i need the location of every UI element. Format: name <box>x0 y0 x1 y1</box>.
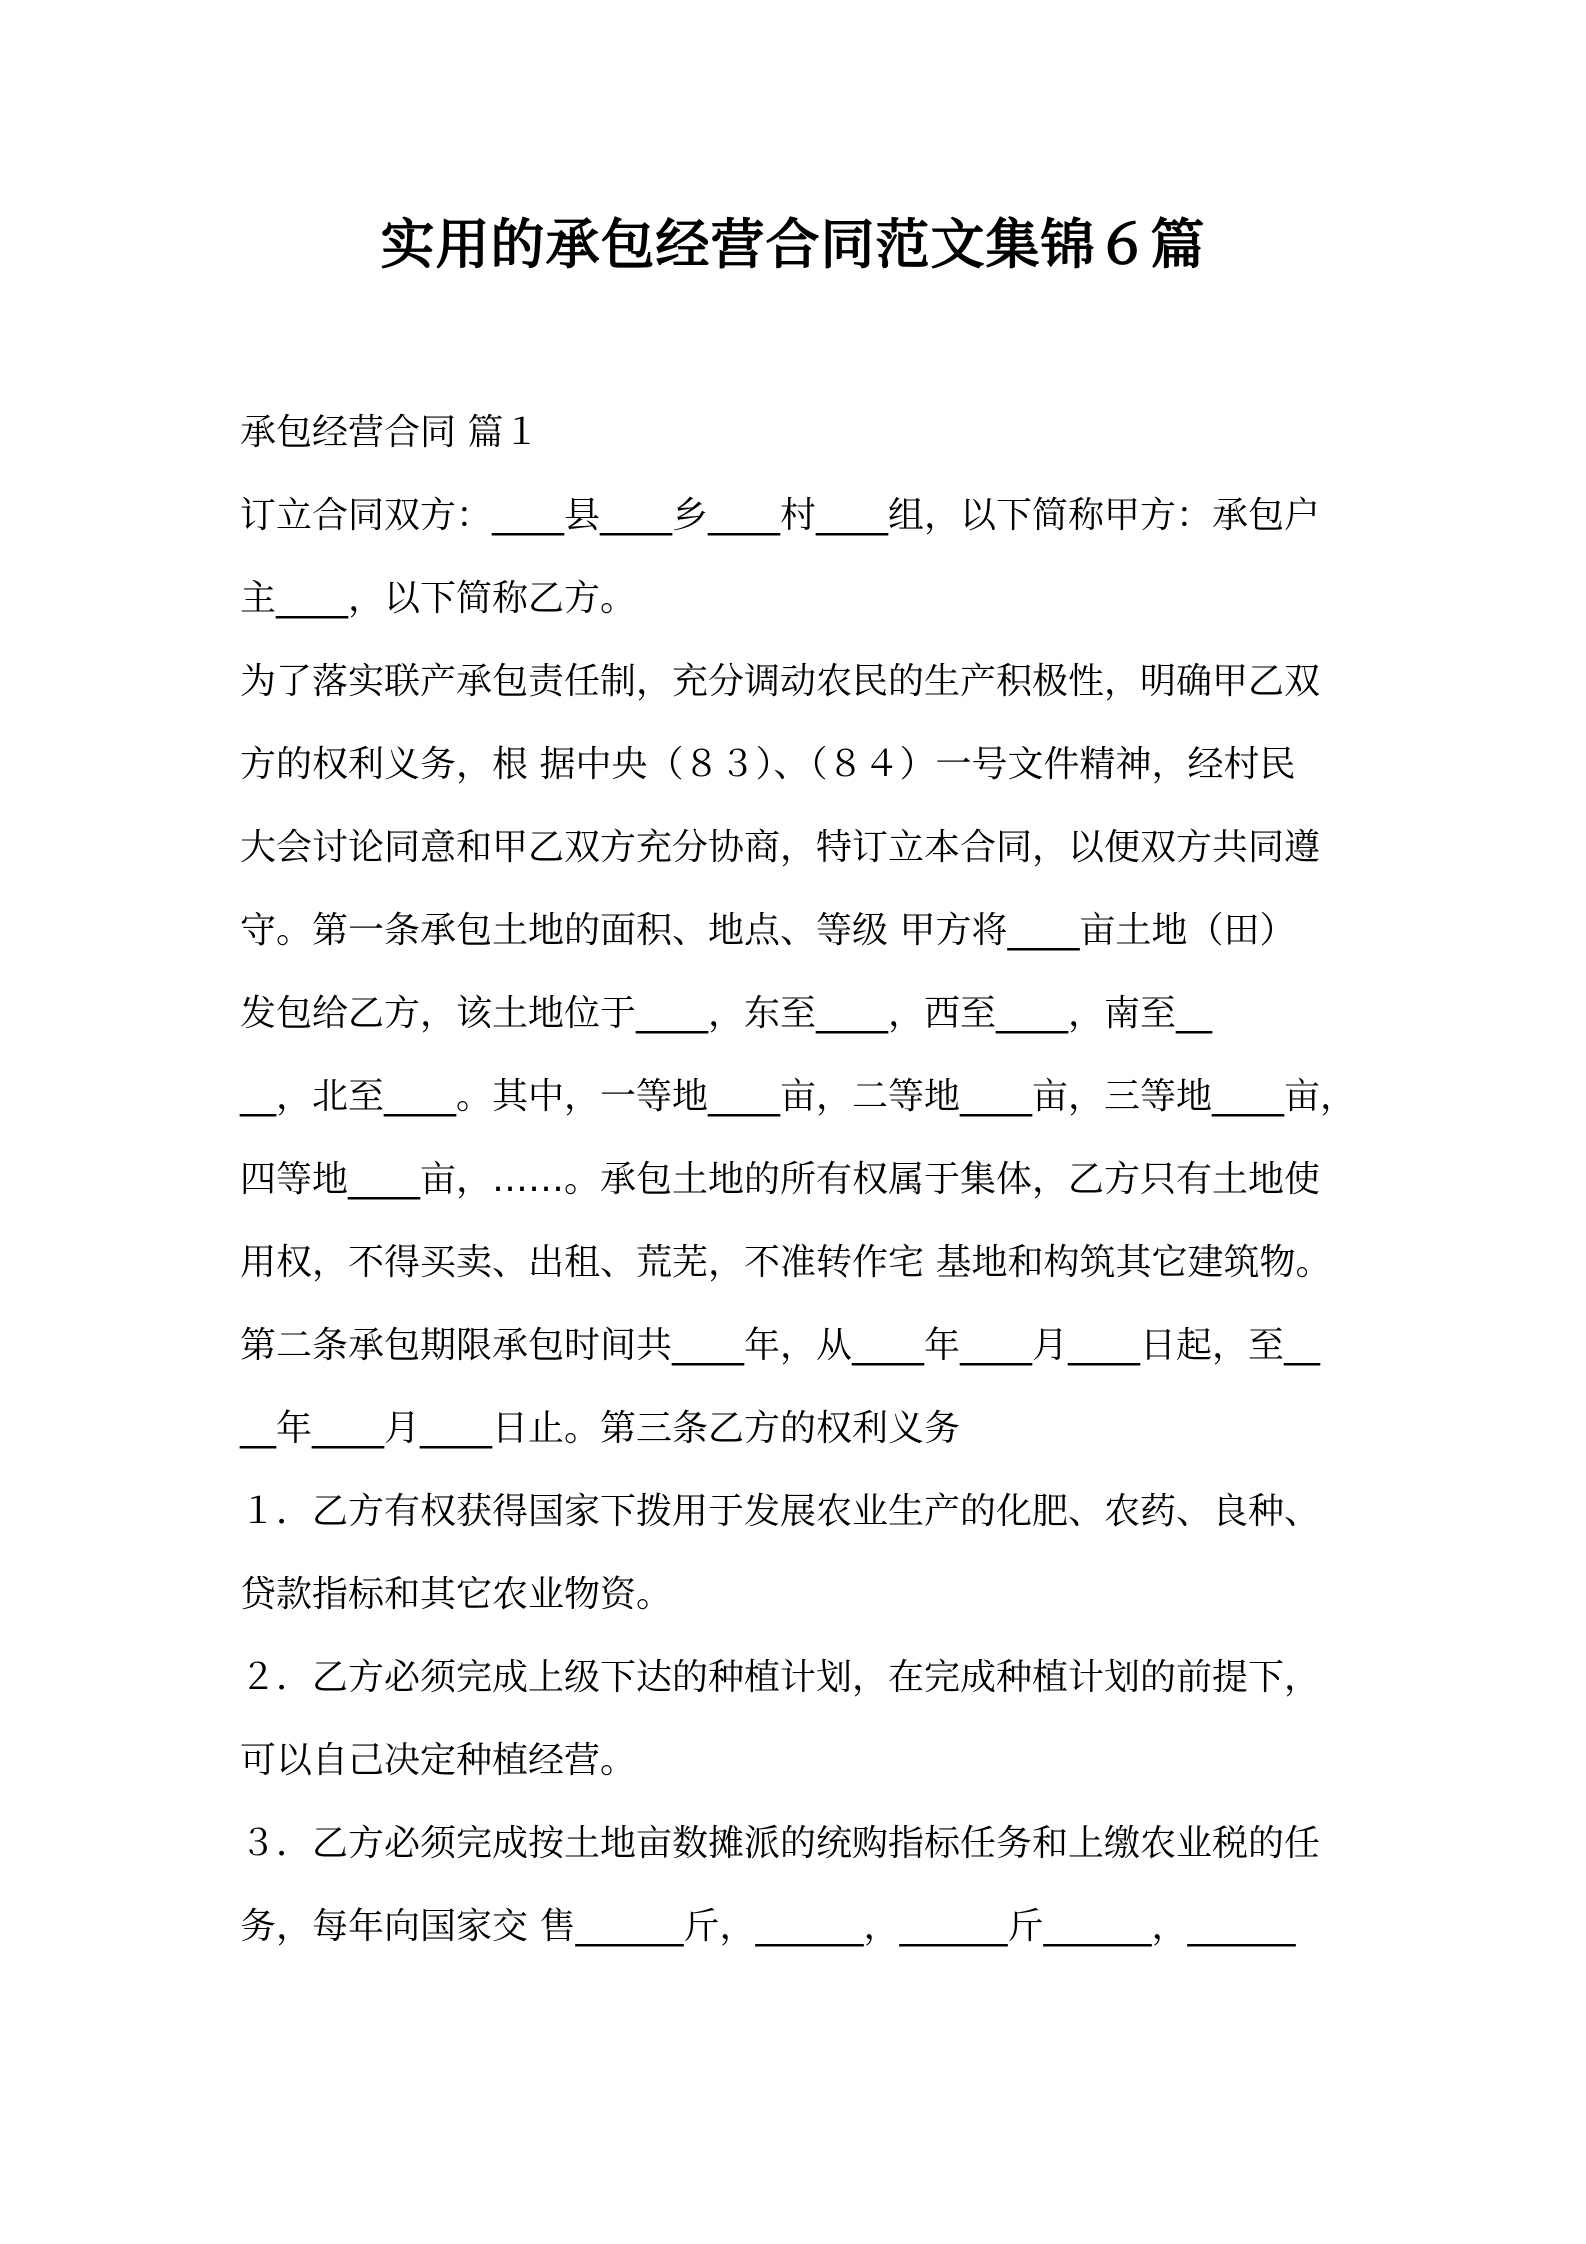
text-line: １．乙方有权获得国家下拨用于发展农业生产的化肥、农药、良种、 <box>240 1491 1321 1532</box>
text-line: 用权，不得买卖、出租、荒芜，不准转作宅 基地和构筑其它建筑物。 <box>240 1242 1332 1283</box>
document-body <box>240 403 1380 1980</box>
text-line: __年____月____日止。第三条乙方的权利义务 <box>240 1408 961 1449</box>
text-line: 守。第一条承包土地的面积、地点、等级 甲方将____亩土地（田） <box>240 910 1296 951</box>
text-line: ３．乙方必须完成按土地亩数摊派的统购指标任务和上缴农业税的任 <box>240 1823 1321 1864</box>
text-line: ２．乙方必须完成上级下达的种植计划，在完成种植计划的前提下， <box>240 1657 1321 1698</box>
text-line: 发包给乙方，该土地位于____，东至____，西至____，南至__ <box>240 993 1213 1034</box>
document-title: 实用的承包经营合同范文集锦６篇 <box>380 213 1206 276</box>
text-line: 主____，以下简称乙方。 <box>240 578 637 619</box>
text-line: 大会讨论同意和甲乙双方充分协商，特订立本合同，以便双方共同遵 <box>240 827 1321 868</box>
text-line: 可以自己决定种植经营。 <box>240 1740 637 1781</box>
text-line: 务，每年向国家交 售______斤，______，______斤______，______ <box>240 1906 1296 1947</box>
text-line: 方的权利义务，根 据中央（８３）、（８４）一号文件精神，经村民 <box>240 744 1296 785</box>
text-line: __，北至____。其中，一等地____亩，二等地____亩，三等地____亩， <box>240 1076 1357 1117</box>
text-line: 第二条承包期限承包时间共____年，从____年____月____日起，至__ <box>240 1325 1321 1366</box>
section-heading: 承包经营合同 篇１ <box>240 412 540 453</box>
text-line: 贷款指标和其它农业物资。 <box>240 1574 673 1615</box>
text-line: 四等地____亩，……。承包土地的所有权属于集体，乙方只有土地使 <box>240 1159 1321 1200</box>
text-line: 订立合同双方：____县____乡____村____组，以下简称甲方：承包户 <box>240 495 1321 536</box>
text-line: 为了落实联产承包责任制，充分调动农民的生产积极性，明确甲乙双 <box>240 661 1321 702</box>
